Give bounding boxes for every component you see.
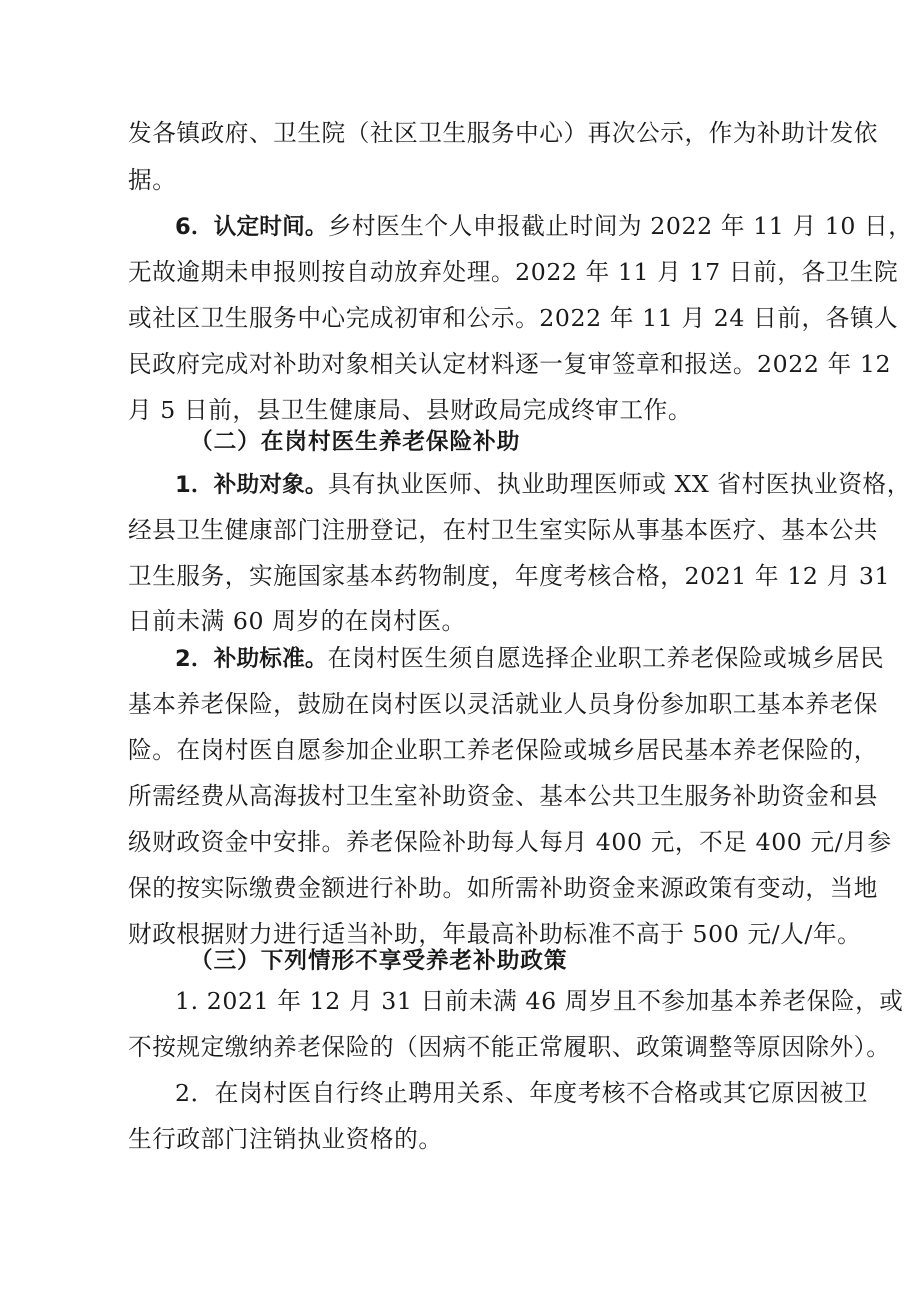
- paragraph-line: 民政府完成对补助对象相关认定材料逐一复审签章和报送。2022 年 12: [128, 350, 892, 378]
- paragraph-first-line: 1. 2021 年 12 月 31 日前未满 46 周岁且不参加基本养老保险，或: [175, 987, 904, 1015]
- section-heading: （二）在岗村医生养老保险补助: [190, 429, 521, 455]
- paragraph-line: 日前未满 60 周岁的在岗村医。: [128, 607, 466, 635]
- paragraph-first-line: [175, 463, 911, 505]
- paragraph-line: 不按规定缴纳养老保险的（因病不能正常履职、政策调整等原因除外）。: [128, 1033, 891, 1061]
- paragraph-line: 发各镇政府、卫生院（社区卫生服务中心）再次公示，作为补助计发依: [128, 119, 879, 147]
- paragraph-first-line: 2．在岗村医自行终止聘用关系、年度考核不合格或其它原因被卫: [175, 1079, 869, 1107]
- paragraph-line: 级财政资金中安排。养老保险补助每人每月 400 元，不足 400 元/月参: [128, 828, 892, 856]
- paragraph-first-line: [175, 205, 913, 247]
- paragraph-line: 险。在岗村医自愿参加企业职工养老保险或城乡居民基本养老保险的，: [128, 736, 879, 764]
- paragraph-line: 基本养老保险，鼓励在岗村医以灵活就业人员身份参加职工基本养老保: [128, 690, 879, 718]
- paragraph-line: 或社区卫生服务中心完成初审和公示。2022 年 11 月 24 日前，各镇人: [128, 304, 899, 332]
- paragraph-line: 月 5 日前，县卫生健康局、县财政局完成终审工作。: [128, 396, 693, 424]
- paragraph-text: 在岗村医生须自愿选择企业职工养老保险或城乡居民: [327, 644, 885, 672]
- paragraph-text: 乡村医生个人申报截止时间为 2022 年 11 月 10 日，: [327, 212, 913, 240]
- paragraph-line: 生行政部门注销执业资格的。: [128, 1125, 443, 1153]
- paragraph-line: 无故逾期未申报则按自动放弃处理。2022 年 11 月 17 日前，各卫生院: [128, 258, 899, 286]
- item-lead: 1．补助对象。: [175, 472, 328, 498]
- item-lead: 6．认定时间。: [175, 214, 328, 240]
- item-lead: 2．补助标准。: [175, 646, 328, 672]
- paragraph-first-line: [175, 637, 885, 679]
- paragraph-line: 财政根据财力进行适当补助，年最高补助标准不高于 500 元/人/年。: [128, 920, 862, 948]
- paragraph-text: 具有执业医师、执业助理医师或 XX 省村医执业资格，: [327, 470, 911, 498]
- paragraph-line: 据。: [128, 166, 177, 194]
- paragraph-line: 经县卫生健康部门注册登记，在村卫生室实际从事基本医疗、基本公共: [128, 516, 879, 544]
- paragraph-line: 所需经费从高海拔村卫生室补助资金、基本公共卫生服务补助资金和县: [128, 782, 879, 810]
- paragraph-line: 保的按实际缴费金额进行补助。如所需补助资金来源政策有变动，当地: [128, 874, 879, 902]
- paragraph-line: 卫生服务，实施国家基本药物制度，年度考核合格，2021 年 12 月 31: [128, 562, 891, 590]
- section-heading: （三）下列情形不享受养老补助政策: [190, 948, 568, 974]
